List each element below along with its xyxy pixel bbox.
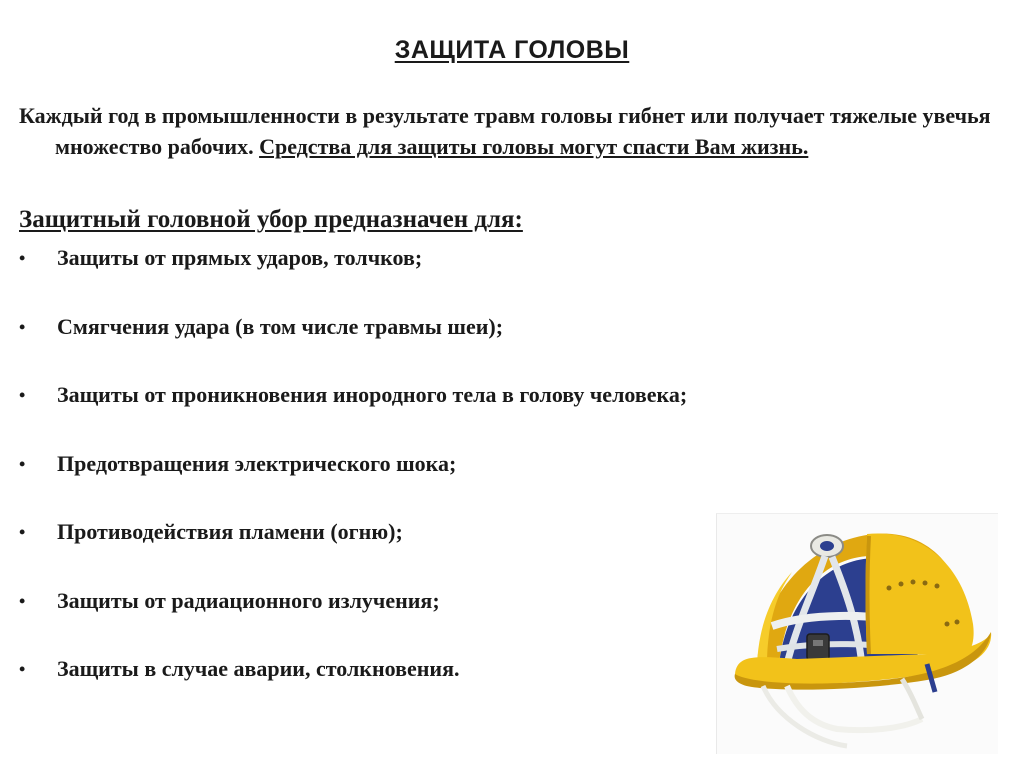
- list-item: [19, 243, 687, 312]
- list-item: [19, 449, 687, 518]
- list-item: [19, 586, 687, 655]
- list-item-text: Защиты в случае аварии, столкновения.: [57, 656, 460, 681]
- bullet-icon: •: [19, 385, 26, 405]
- list-item-text: Защиты от прямых ударов, толчков;: [57, 245, 423, 270]
- intro-paragraph: [19, 100, 1015, 162]
- list-item-text: Защиты от радиационного излучения;: [57, 587, 440, 613]
- list-item-text: Смягчения удара (в том числе травмы шеи);: [57, 313, 504, 339]
- list-item: [19, 654, 687, 723]
- intro-underlined-text: Средства для защиты головы могут спасти Вам жизнь.: [259, 134, 809, 159]
- list-item: [19, 380, 687, 449]
- bullet-icon: •: [19, 316, 26, 337]
- list-item-text: Предотвращения электрического шока;: [57, 450, 457, 476]
- intro-text: Каждый год в промышленности в результате травм головы гибнет или получает тяжелые увечья множество рабочих.: [19, 103, 991, 159]
- bullet-icon: •: [19, 453, 26, 474]
- purpose-list: [19, 243, 687, 723]
- purpose-heading: Защитный головной убор предназначен для:: [19, 206, 523, 233]
- bullet-icon: •: [19, 248, 26, 268]
- bullet-icon: •: [19, 659, 26, 679]
- bullet-icon: •: [19, 590, 26, 611]
- list-item-text: Противодействия пламени (огню);: [57, 519, 403, 544]
- list-item: [19, 517, 687, 586]
- bullet-icon: •: [19, 522, 26, 542]
- list-item-text: Защиты от проникновения инородного тела в голову человека;: [57, 382, 688, 407]
- hard-hat-image: [716, 513, 998, 754]
- slide-title: ЗАЩИТА ГОЛОВЫ: [394, 36, 630, 64]
- hard-hat-icon: [717, 514, 998, 754]
- list-item: [19, 312, 687, 381]
